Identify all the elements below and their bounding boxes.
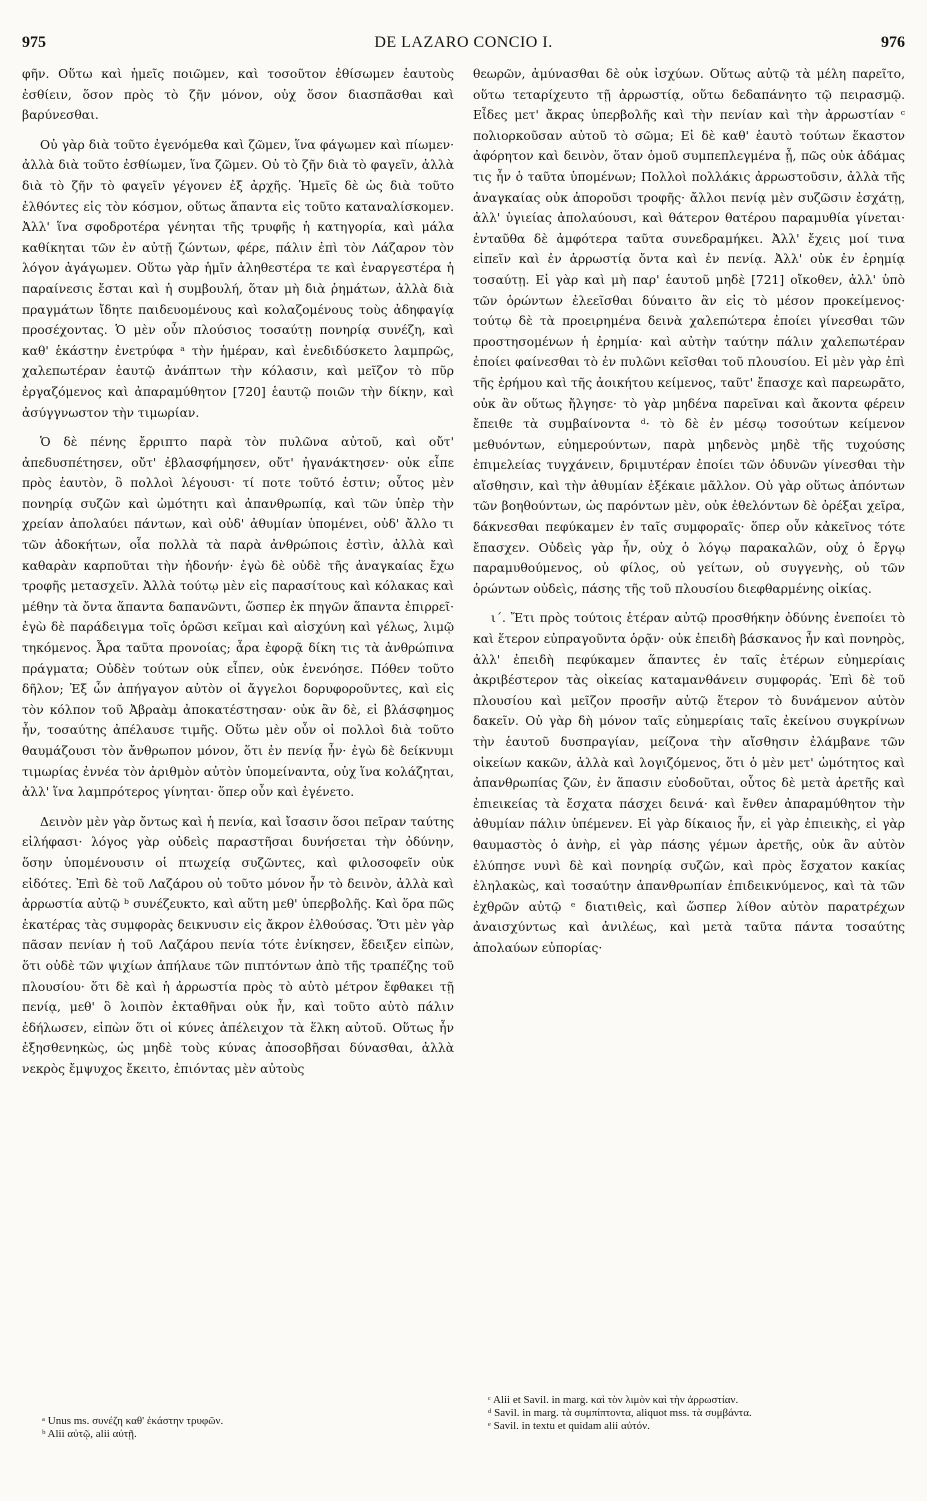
running-header [22,34,905,58]
running-title: DE LAZARO CONCIO I. [374,34,553,51]
paragraph: Δεινὸν μὲν γὰρ ὄντως καὶ ἡ πενία, καὶ ἴσασιν ὅσοι πεῖραν ταύτης εἰλήφασι· λόγος γὰρ οὐδεὶς παραστῆσαι δυνήσεται τὴν ὀδύνην, ὅσην ὑπομένουσιν οἱ πτωχείᾳ συζῶντες, καὶ φιλοσοφεῖν οὐκ εἰδότες. Ἐπὶ δὲ τοῦ Λαζάρου οὐ τοῦτο μόνον ἦν τὸ δεινὸν, ἀλλὰ καὶ ἀρρωστία αὐτῷ ᵇ συνέζευκτο, καὶ αὕτη μεθ' ὑπερβολῆς. Καὶ ὅρα πῶς ἑκατέρας τὰς συμφορὰς δεικνυσιν εἰς ἄκρον ἐλθούσας. Ὅτι μὲν γὰρ πᾶσαν πενίαν ἡ τοῦ Λαζάρου πενία τότε ἐνίκησεν, ἔδειξεν εἰπὼν, ὅτι οὐδὲ τῶν ψιχίων ἀπήλαυε τῶν πιπτόντων ἀπὸ τῆς τραπέζης τοῦ πλουσίου· ὅτι δὲ καὶ ἡ ἀρρωστία πρὸς τὸ αὐτὸ μέτρον ἔφθακει τῇ πενίᾳ, μεθ' ὃ λοιπὸν ἐκταθῆναι οὐκ ἦν, καὶ τοῦτο αὐτὸ πάλιν ἐδήλωσεν, εἰπὼν ὅτι οἱ κύνες ἀπέλειχον τὰ ἕλκη αὐτοῦ. Οὕτως ἦν ἐξησθενηκὼς, ὡς μηδὲ τοὺς κύνας ἀποσοβῆσαι δύνασθαι, ἀλλὰ νεκρὸς ἔμψυχος ἔκειτο, ἐπιόντας μὲν αὐτοὺς [22,814,454,1076]
paragraph: θεωρῶν, ἀμύνασθαι δὲ οὐκ ἰσχύων. Οὕτως αὐτῷ τὰ μέλη παρεῖτο, οὕτω τεταρίχευτο τῇ ἀρρωστίᾳ, οὕτω δεδαπάνητο τῷ πειρασμῷ. Εἶδες μετ' ἄκρας ὑπερβολῆς καὶ τὴν πενίαν καὶ τὴν ἀρρωστίαν ᶜ πολιορκοῦσαν αὐτοῦ τὸ σῶμα; Εἰ δὲ καθ' ἑαυτὸ τούτων ἕκαστον ἀφόρητον καὶ δεινὸν, ὅταν ὁμοῦ συμπεπλεγμένα ᾖ, πῶς οὐκ ἀδάμας τις ἦν ὁ ταῦτα ὑπομένων; Πολλοὶ πολλάκις ἀρρωστοῦσιν, ἀλλὰ τῆς ἀναγκαίας οὐκ ἀποροῦσι τροφῆς· ἄλλοι πενίᾳ μὲν συζῶσιν ἐσχάτῃ, ἀλλ' ὑγιείας ἀπολαύουσι, καὶ θάτερον θατέρου παραμυθία γίνεται· ἐνταῦθα δὲ ἀμφότερα ταῦτα συνεδραμήκει. Ἀλλ' ἔχεις μοί τινα εἰπεῖν καὶ ἐν ἀρρωστίᾳ ὄντα καὶ ἐν πενίᾳ. Ἀλλ' οὐκ ἐν ἐρημίᾳ τοσαύτῃ. Εἰ γὰρ καὶ μὴ παρ' ἑαυτοῦ μηδὲ [721] οἴκοθεν, ἀλλ' ὑπὸ τῶν ὁρώντων ἐλεεῖσθαι δύναιτο ἂν εἰς τὸ μέσον προκείμενος· τούτῳ δὲ τὰ προειρημένα δεινὰ χαλεπώτερα ἐποίει γίνεσθαι τῶν προστησομένων ἡ ἐρημία· καὶ αὐτὴν ταύτην πάλιν χαλεπωτέραν ἐποίει φαίνεσθαι τὸ ἐν πυλῶνι κεῖσθαι τοῦ πλουσίου. Εἰ μὲν γὰρ ἐπὶ τῆς ἐρήμου καὶ τῆς ἀοικήτου κείμενος, ταῦτ' ἔπασχε καὶ παρεωρᾶτο, οὐκ ἂν οὕτως ἤλγησε· τὸ γὰρ μηδένα παρεῖναι καὶ ἄκοντα φέρειν ἔπειθε τὰ συμβαίνοντα ᵈ· τὸ δὲ ἐν μέσῳ τοσούτων κείμενον μεθυόντων, εὐημερούντων, παρὰ μηδενὸς μηδὲ τῆς τυχούσης ἐπιμελείας τυγχάνειν, δριμυτέραν ἐποίει τῶν ὀδυνῶν γίνεσθαι τὴν αἴσθησιν, καὶ τὴν ἀθυμίαν ἐξέκαιε μᾶλλον. Οὐ γὰρ οὕτως ἀπόντων τῶν βοηθούντων, ὡς παρόντων μὲν, οὐκ ἐθελόντων δὲ ὀρέξαι χεῖρα, δάκνεσθαι πεφύκαμεν ἐν ταῖς συμφοραῖς· ὅπερ οὖν κἀκεῖνος τότε ἔπασχεν. Οὐδεὶς γὰρ ἦν, οὐχ ὁ λόγῳ παρακαλῶν, οὐχ ὁ ἔργῳ παραμυθούμενος, οὐ φίλος, οὐ γείτων, οὐ συγγενὴς, οὐ τῶν ὁρώντων οὐδεὶς, πάσης τῆς τοῦ πλουσίου διεφθαρμένης οἰκίας. [473,67,905,596]
right-page-number: 976 [881,34,905,51]
paragraph: Οὐ γὰρ διὰ τοῦτο ἐγενόμεθα καὶ ζῶμεν, ἵνα φάγωμεν καὶ πίωμεν· ἀλλὰ διὰ τοῦτο ἐσθίωμεν, ἵνα ζῶμεν. Οὐ τὸ ζῆν διὰ τὸ φαγεῖν, ἀλλὰ διὰ τὸ ζῆν τὸ φαγεῖν γέγονεν ἐξ ἀρχῆς. Ἡμεῖς δὲ ὡς διὰ τοῦτο ἐλθόντες εἰς τὸν κόσμον, οὕτως ἅπαντα εἰς τοῦτο καταναλίσκομεν. Ἀλλ' ἵνα σφοδροτέρα γένηται τῆς τρυφῆς ἡ κατηγορία, καὶ μάλα καθίκηται τῶν ἐν αὐτῇ ζώντων, φέρε, πάλιν ἐπὶ τὸν Λάζαρον τὸν λόγον ἀγάγωμεν. Οὕτω γὰρ ἡμῖν ἀληθεστέρα τε καὶ ἐναργεστέρα ἡ παραίνεσις ἔσται καὶ ἡ συμβουλή, ὅταν μὴ διὰ ῥημάτων, ἀλλὰ διὰ πραγμάτων ἴδητε παιδευομένους καὶ κολαζομένους τοὺς ἀδηφαγίᾳ προσέχοντας. Ὁ μὲν οὖν πλούσιος τοσαύτῃ πονηρίᾳ συνέζη, καὶ καθ' ἑκάστην ἐνετρύφα ᵃ τὴν ἡμέραν, καὶ ἐνεδιδύσκετο λαμπρῶς, χαλεπωτέραν ἑαυτῷ ἀνάπτων τὴν κόλασιν, καὶ μεῖζον τὸ πῦρ ἐργαζόμενος καὶ ἀπαραμύθητον [720] ἑαυτῷ ποιῶν τὴν δίκην, καὶ ἀσύγγνωστον τὴν τιμωρίαν. [22,137,454,420]
right-column [473,64,905,968]
footnote: ᵃ Unus ms. συνέζη καθ' ἑκάστην τρυφῶν. [42,1415,224,1427]
left-page-number: 975 [22,34,46,51]
footnote: ᵈ Savil. in marg. τὰ συμπίπτοντα, aliquot mss. τὰ συμβάντα. [488,1407,752,1419]
paragraph: Ὁ δὲ πένης ἔρριπτο παρὰ τὸν πυλῶνα αὐτοῦ, καὶ οὔτ' ἀπεδυσπέτησεν, οὔτ' ἐβλασφήμησεν, οὔτ' ἠγανάκτησεν· οὐκ εἶπε πρὸς ἑαυτὸν, ὃ πολλοὶ λέγουσι· τί ποτε τοῦτό ἐστιν; οὗτος μὲν πονηρίᾳ συζῶν καὶ ὠμότητι καὶ ἀπανθρωπίᾳ, καὶ τῶν ὑπὲρ τὴν χρείαν ἀπολαύει πάντων, καὶ οὐδ' ἀθυμίαν ὑπομένει, οὐδ' ἄλλο τι τῶν ἀδοκήτων, οἷα πολλὰ τὰ παρὰ ἀνθρώποις ἐστὶν, ἀλλὰ καὶ καθαρὰν καρποῦται τὴν ἡδονήν· ἐγὼ δὲ οὐδὲ τῆς ἀναγκαίας ἔχω τροφῆς μετασχεῖν. Ἀλλὰ τούτῳ μὲν εἰς παρασίτους καὶ κόλακας καὶ μέθην τὰ ὄντα ἅπαντα δαπανῶντι, ὥσπερ ἐκ πηγῶν ἅπαντα ἐπιρρεῖ· ἐγὼ δὲ παράδειγμα τοῖς ὁρῶσι κεῖμαι καὶ αἰσχύνη καὶ γέλως, λιμῷ τηκόμενος. Ἆρα ταῦτα προνοίας; ἆρα ἐφορᾷ δίκη τις τὰ ἀνθρώπινα πράγματα; Οὐδὲν τούτων οὐκ εἶπεν, οὐκ ἐνενόησε. Πόθεν τοῦτο δῆλον; Ἐξ ὧν ἀπήγαγον αὐτὸν οἱ ἄγγελοι δορυφοροῦντες, καὶ εἰς τὸν κόλπον τοῦ Ἀβραὰμ ἀποκατέστησαν· οὐκ ἂν δὲ, εἰ βλάσφημος ἦν, τοσαύτης ἀπέλαυσε τιμῆς. Οὕτω μὲν οὖν οἱ πολλοὶ διὰ τοῦτο θαυμάζουσι τὸν ἄνθρωπον μόνον, ὅτι ἐν πενίᾳ ἦν· ἐγὼ δὲ δείκνυμι τιμωρίας ἐννέα τὸν ἀριθμὸν αὐτὸν ὑπομείναντα, οὐχ ἵνα κολάζηται, ἀλλ' ἵνα λαμπρότερος γίνηται· ὅπερ οὖν καὶ ἐγένετο. [22,435,454,800]
left-column [22,64,454,1089]
footnote: ᵉ Savil. in textu et quidam alii αὐτόν. [488,1420,650,1432]
paragraph: φῆν. Οὕτω καὶ ἡμεῖς ποιῶμεν, καὶ τοσοῦτον ἐθίσωμεν ἑαυτοὺς ἐσθίειν, ὅσον πρὸς τὸ ζῆν μόνον, οὐχ ὅσον διασπᾶσθαι καὶ βαρύνεσθαι. [22,67,454,123]
footnote: ᵇ Alii αὐτῷ, alii αὐτῇ. [42,1428,137,1440]
paragraph: ι΄. Ἔτι πρὸς τούτοις ἑτέραν αὐτῷ προσθήκην ὀδύνης ἐνεποίει τὸ καὶ ἕτερον εὐπραγοῦντα ὁρᾷν· οὐκ ἐπειδὴ βάσκανος ἦν καὶ πονηρὸς, ἀλλ' ἐπειδὴ πεφύκαμεν ἅπαντες ἐν ταῖς ἑτέρων εὐημερίαις ἀκριβέστερον τὰς οἰκείας καταμανθάνειν συμφοράς. Ἐπὶ δὲ τοῦ πλουσίου καὶ μεῖζον προσῆν αὐτῷ ἕτερον τὸ δυνάμενον αὐτὸν δακεῖν. Οὐ γὰρ δὴ μόνον ταῖς εὐημερίαις ταῖς ἐκείνου συγκρίνων τὴν ἑαυτοῦ δυσπραγίαν, μείζονα τὴν αἴσθησιν ἐλάμβανε τῶν οἰκείων κακῶν, ἀλλὰ καὶ λογιζόμενος, ὅτι ὁ μὲν μετ' ὠμότητος καὶ ἀπανθρωπίας ζῶν, ἐν ἅπασιν εὐοδοῦται, οὗτος δὲ μετὰ ἀρετῆς καὶ ἐπιεικείας τὰ ἔσχατα πάσχει δεινά· καὶ ἔνθεν ἀπαραμύθητον τὴν ἀθυμίαν πάλιν ὑπέμενεν. Εἰ γὰρ δίκαιος ἦν, εἰ γὰρ ἐπιεικὴς, εἰ γὰρ θαυμαστὸς ὁ ἀνὴρ, εἰ γὰρ πάσης γέμων ἀρετῆς, οὐκ ἂν αὐτὸν ἐλύπησε νυνὶ δὲ καὶ πονηρίᾳ συζῶν, καὶ πρὸς ἔσχατον κακίας ἐληλακὼς, καὶ τοσαύτην ἀπανθρωπίαν ἐπιδεικνύμενος, καὶ τὰ τῶν ἐχθρῶν αὐτῷ ᵉ διατιθεὶς, καὶ ὥσπερ λίθον αὐτὸν παρατρέχων ἀναισχύντως καὶ ἀνιλέως, καὶ μετὰ ταῦτα πάντα τοσαύτης ἀπολαύων εὐπορίας· [473,611,905,955]
right-footnotes [488,1394,908,1433]
footnote: ᶜ Alii et Savil. in marg. καὶ τὸν λιμὸν καὶ τὴν ἀρρωστίαν. [488,1394,739,1406]
left-footnotes [42,1415,452,1441]
